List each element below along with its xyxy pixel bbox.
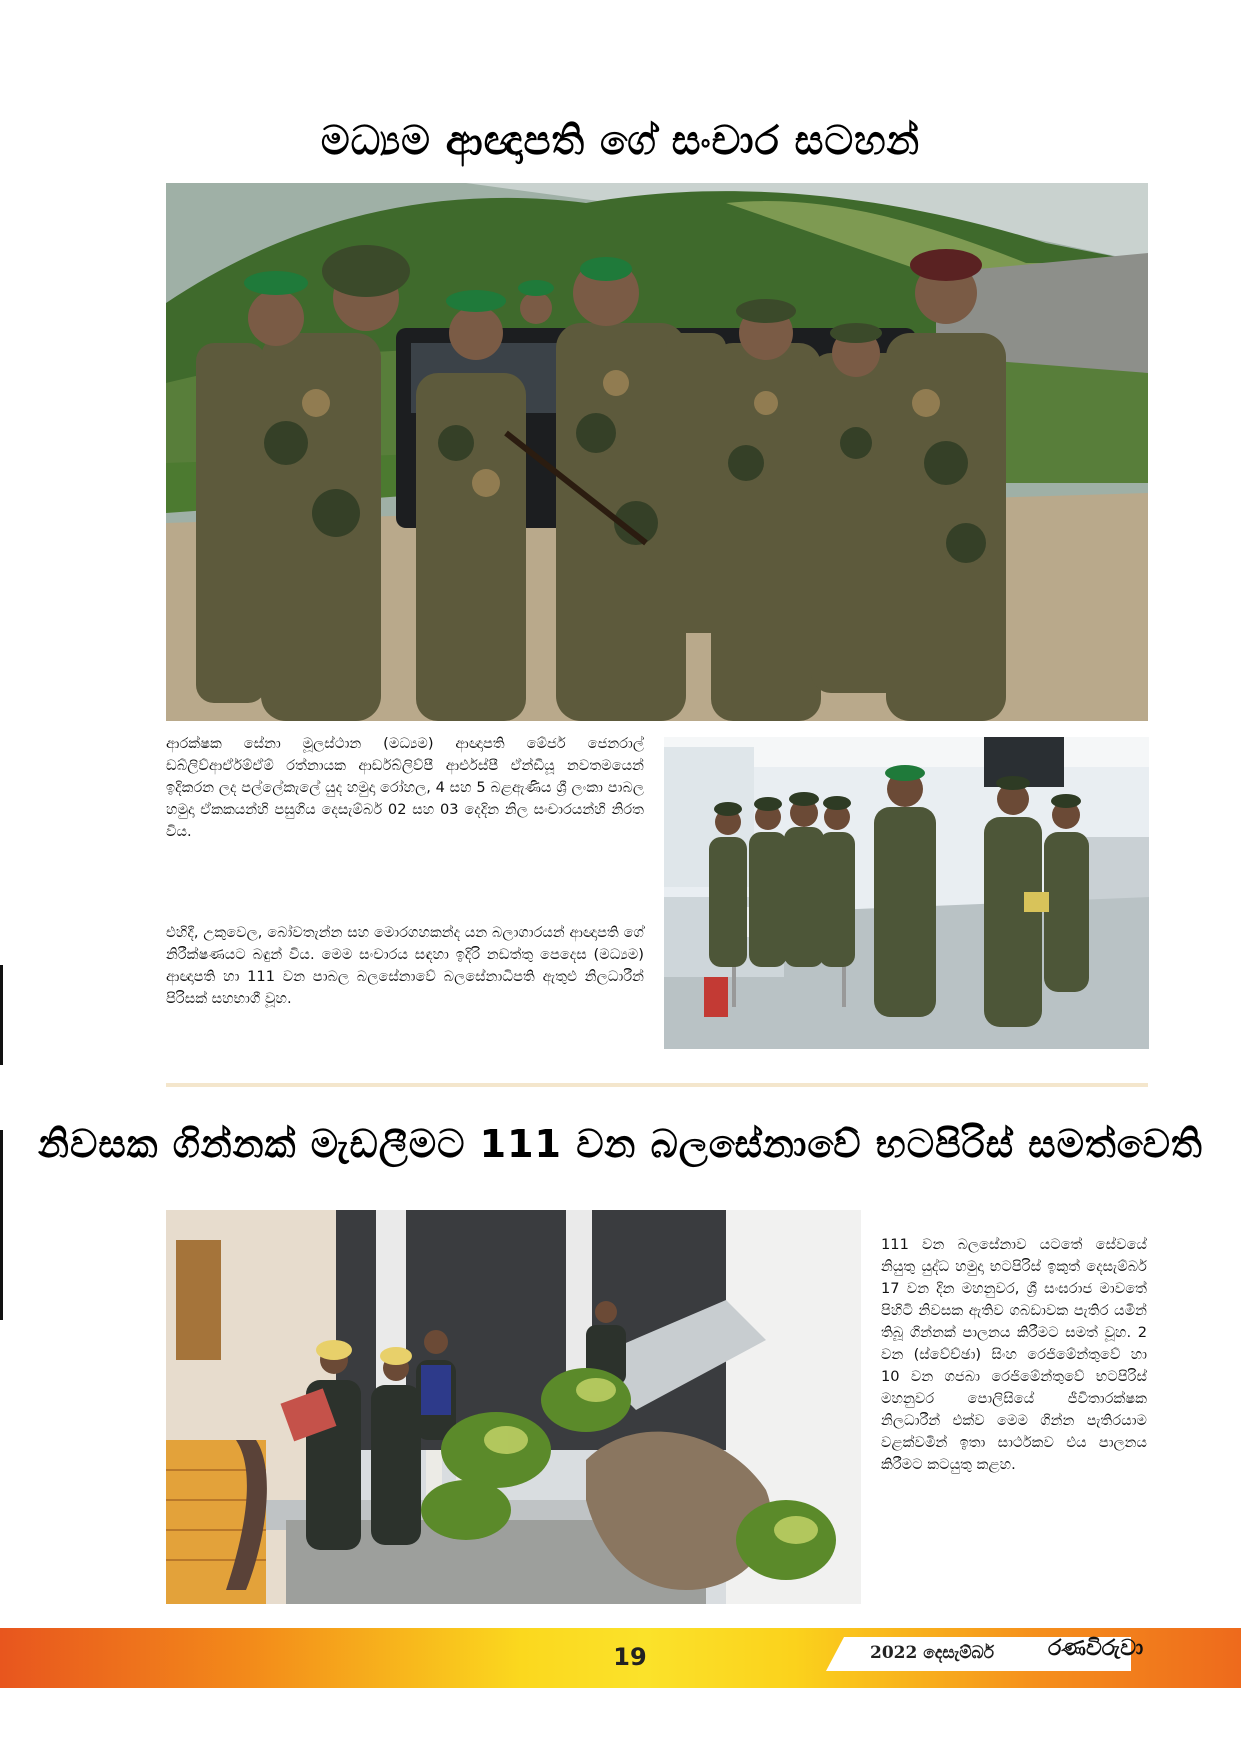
article2-paragraph-1: 111 වන බලසේනාව යටතේ සේවයේ නියුතු යුද්ධ හමුදා භටපිරිස් ඉකුත් දෙසැම්බර් 17 වන දින මහනුවර, ශ්‍රී සංඝරාජ මාවතේ පිහිටි නිවසක ඇතිව ගබඩාවක පැතිර යමින් තිබූ ගින්නක් පාලනය කිරීමට සමත් වූහ. 2 වන (ස්වේච්ඡා) සිංහ රෙජිමේන්තුවේ හා 10 වන ගජබා රෙජිමේන්තුවේ භටපිරිස් මහනුවර පොලිසියේ ජීවිතාරක්ෂක නිලධාරීන් එක්ව මෙම ගින්න පැතිරයාම වළක්වමින් ඉතා සාර්ථකව එය පාලනය කිරීමට කටයුතු කළහ. bbox=[881, 1236, 1147, 1473]
article1-paragraph-1: ආරක්ෂක සේනා මූලස්ථාන (මධ්‍යම) ආඥාපති මේජර් ජෙනරාල් ඩබ්ලිව්ආර්ඒම්ඒම් රත්නායක ආර්ඩබ්ලිව්පී ආර්එස්පී ඒන්ඩීයූ නවතමයෙන් ඉදිකරන ලද පල්ලේකැලේ යුද හමුදා රෝහල, 4 සහ 5 බළඇණිය ශ්‍රී ලංකා පාබල හමුදා ඒකකයන්හි පසුගිය දෙසැම්බර් 02 සහ 03 දෙදින නිල සංචාරයන්හි නිරත විය. bbox=[166, 735, 644, 840]
article1-paragraph-2: එහිදී, උකුවෙල, බෝවතැන්න සහ මොරගහකන්ද යන බලාගාරයන් ආඥාපති ගේ නිරීක්ෂණයට බඳුන් විය. මෙම සංචාරය සඳහා ඉදිරි නඩත්තු පෙදෙස (මධ්‍යම) ආඥාපති හා 111 වන පාබල බලසේනාවේ බලසේනාධිපති ඇතුළු නිලධාරීන් පිරිසක් සහභාගී වූහ. bbox=[166, 924, 644, 1007]
issue-date: 2022 දෙසැම්බර් bbox=[870, 1643, 994, 1663]
page-number: 19 bbox=[613, 1643, 647, 1671]
photo-hospital-ward-visit bbox=[664, 737, 1149, 1049]
article-title-fire-rescue: නිවසක ගින්නක් මැඩලීමට 111 වන බලසේනාවේ භටපිරිස් සමත්වෙති bbox=[38, 1122, 1203, 1166]
photo-officers-field-visit bbox=[166, 183, 1148, 721]
article-title-commander-visit: මධ්‍යම ආඥාපති ගේ සංචාර සටහන් bbox=[320, 118, 921, 164]
magazine-logo: රණවිරුවා bbox=[1048, 1636, 1144, 1661]
photo-soldiers-fire-rescue bbox=[166, 1210, 861, 1604]
page-edge-mark bbox=[0, 965, 3, 1065]
section-divider bbox=[166, 1083, 1148, 1087]
